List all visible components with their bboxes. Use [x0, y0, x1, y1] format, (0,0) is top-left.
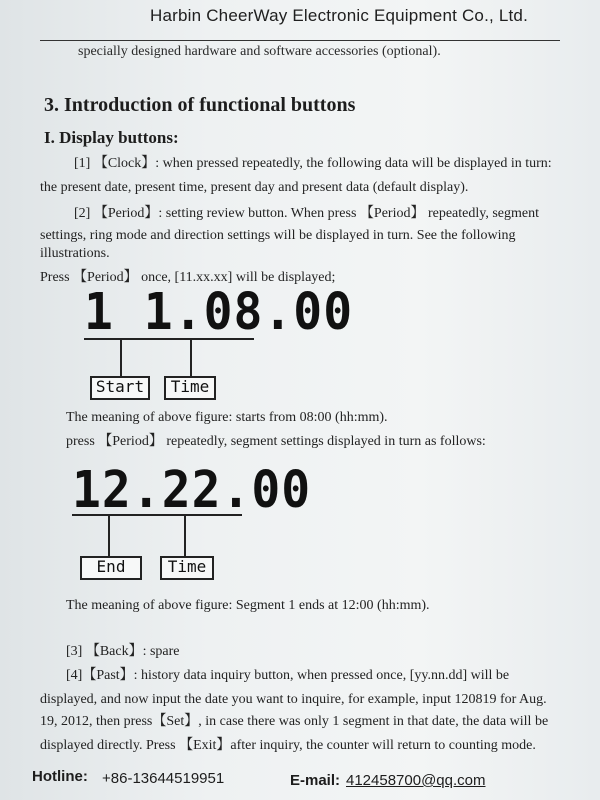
segment-display-2: 12.22.00	[72, 460, 312, 520]
email-label: E-mail:	[290, 772, 341, 789]
period-line-1: [2] 【Period】: setting review button. When press 【Period】 repeatedly, segment	[74, 206, 540, 221]
time-connector	[190, 340, 192, 376]
period-line-3: illustrations.	[40, 246, 110, 261]
end-label-box: End	[80, 556, 142, 580]
time-label-box-1: Time	[164, 376, 216, 400]
past-line-3: 19, 2012, then press【Set】, in case there was only 1 segment in that date, the data will be	[40, 714, 549, 729]
period-line-2: settings, ring mode and direction settings will be displayed in turn. See the following	[40, 228, 516, 243]
segment-display-1: 1 1.08.00	[84, 282, 354, 342]
figure-1-caption: The meaning of above figure: starts from 08:00 (hh:mm).	[66, 410, 388, 425]
start-connector	[120, 340, 122, 376]
end-connector	[108, 516, 110, 556]
segment-display-1-underline	[84, 338, 254, 340]
time-label-box-2: Time	[160, 556, 214, 580]
clock-line-2: the present date, present time, present day and present data (default display).	[40, 180, 469, 195]
email-link[interactable]: 412458700@qq.com	[346, 772, 486, 789]
company-header: Harbin CheerWay Electronic Equipment Co., Ltd.	[150, 6, 529, 25]
hotline-label: Hotline:	[32, 768, 88, 785]
time-connector-2	[184, 516, 186, 556]
clock-line-1: [1] 【Clock】: when pressed repeatedly, the following data will be displayed in turn:	[74, 156, 552, 171]
segment-display-2-underline	[72, 514, 242, 516]
figure-2-caption: The meaning of above figure: Segment 1 ends at 12:00 (hh:mm).	[66, 598, 430, 613]
section-title: 3. Introduction of functional buttons	[44, 94, 356, 116]
past-line-2: displayed, and now input the date you want to inquire, for example, input 120819 for Aug.	[40, 692, 547, 707]
period-press-once: Press 【Period】 once, [11.xx.xx] will be displayed;	[40, 270, 336, 285]
start-label-box: Start	[90, 376, 150, 400]
intro-line: specially designed hardware and software accessories (optional).	[78, 44, 441, 59]
hotline-number: +86-13644519951	[102, 770, 225, 787]
past-line-1: [4]【Past】: history data inquiry button, when pressed once, [yy.nn.dd] will be	[66, 668, 510, 683]
display-buttons-heading: I. Display buttons:	[44, 128, 179, 147]
past-line-4: displayed directly. Press 【Exit】after inquiry, the counter will return to counting mode.	[40, 738, 536, 753]
press-period-repeatedly: press 【Period】 repeatedly, segment settings displayed in turn as follows:	[66, 434, 486, 449]
header-divider	[40, 40, 560, 41]
back-button-line: [3] 【Back】: spare	[66, 644, 180, 659]
